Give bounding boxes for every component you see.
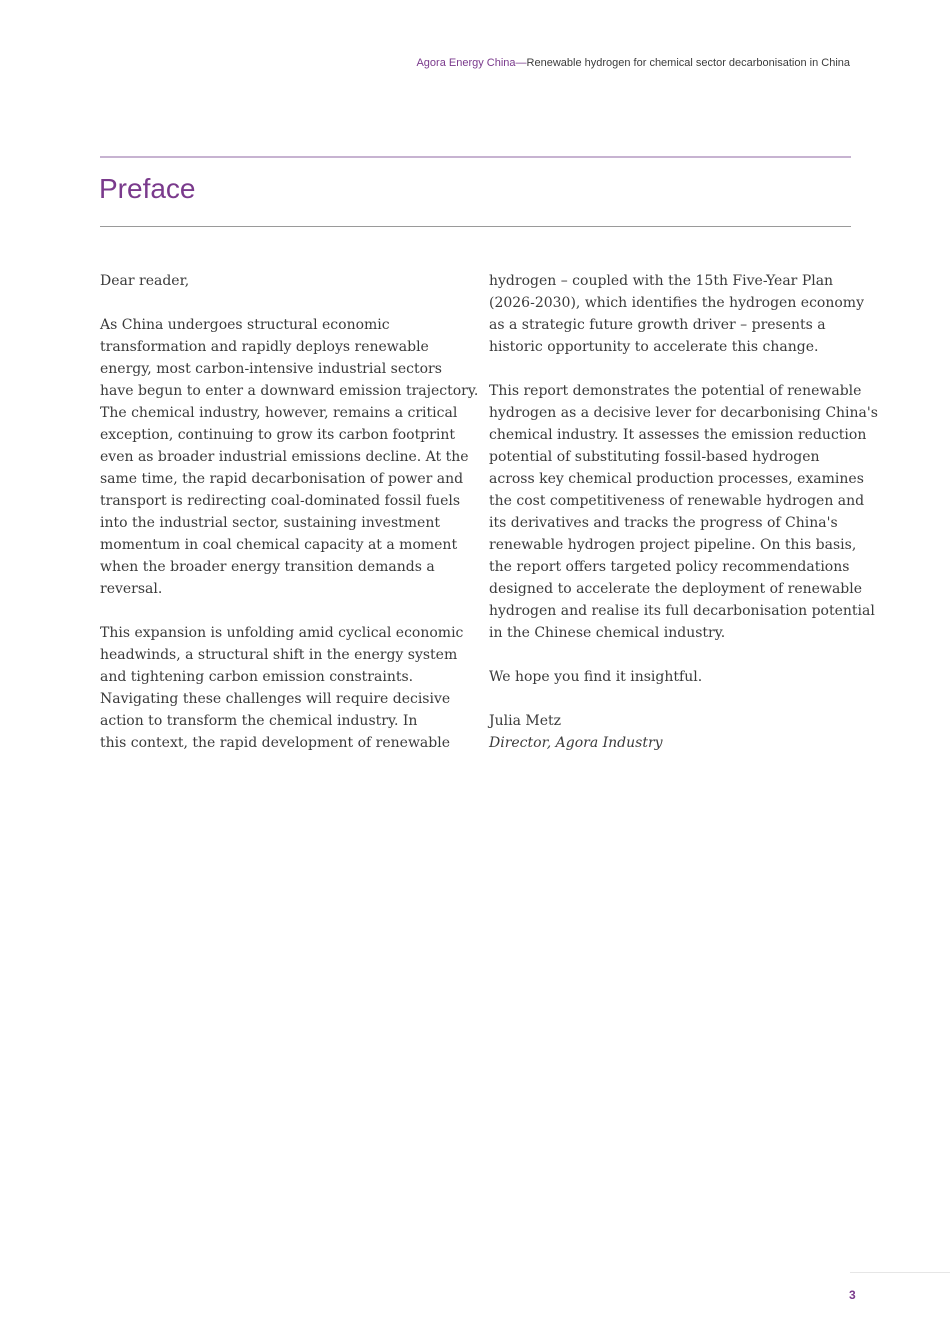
title-top-rule [100, 156, 851, 158]
paragraph-1 [100, 314, 479, 600]
right-text-column [489, 270, 878, 754]
text-line: this context, the rapid development of renewable [100, 735, 450, 751]
text-line: its derivatives and tracks the progress of China's [489, 515, 838, 531]
footer-rule [850, 1272, 950, 1273]
paragraph-gap [100, 292, 462, 314]
text-line: action to transform the chemical industry. In [100, 713, 418, 729]
running-header [416, 57, 850, 69]
page-title: Preface [99, 173, 196, 204]
text-line: chemical industry. It assesses the emission reduction [489, 427, 867, 443]
text-line: renewable hydrogen project pipeline. On this basis, [489, 537, 857, 553]
text-line: transport is redirecting coal-dominated fossil fuels [100, 493, 461, 509]
header-separator: — [515, 57, 527, 69]
header-organization: Agora Energy China [416, 57, 516, 69]
text-line: reversal. [100, 581, 163, 597]
text-line: when the broader energy transition demands a [100, 559, 435, 575]
text-line: This report demonstrates the potential of renewable [489, 383, 862, 399]
text-line: Navigating these challenges will require decisive [100, 691, 451, 707]
text-line: potential of substituting fossil-based hydrogen [489, 449, 820, 465]
paragraph-gap [489, 688, 855, 710]
title-bottom-rule [100, 226, 851, 227]
text-line: momentum in coal chemical capacity at a moment [100, 537, 458, 553]
paragraph-gap [489, 358, 855, 380]
text-line: The chemical industry, however, remains a critical [100, 405, 458, 421]
signature-title: Director, Agora Industry [489, 735, 663, 751]
text-line: into the industrial sector, sustaining investment [100, 515, 440, 531]
paragraph-2 [100, 622, 462, 754]
text-line: historic opportunity to accelerate this change. [489, 339, 819, 355]
text-line: headwinds, a structural shift in the energy system [100, 647, 458, 663]
text-line: have begun to enter a downward emission trajectory. [100, 383, 479, 399]
signature-name: Julia Metz [489, 713, 562, 729]
text-line: designed to accelerate the deployment of renewable [489, 581, 863, 597]
text-line: energy, most carbon-intensive industrial sectors [100, 361, 442, 377]
text-line: as a strategic future growth driver – presents a [489, 317, 826, 333]
text-line: across key chemical production processes, examines [489, 471, 864, 487]
text-line: the report offers targeted policy recommendations [489, 559, 850, 575]
paragraph-gap [100, 600, 462, 622]
salutation: Dear reader, [100, 273, 190, 289]
text-line: (2026-2030), which identifies the hydrogen economy [489, 295, 864, 311]
text-line: exception, continuing to grow its carbon footprint [100, 427, 455, 443]
page-number: 3 [849, 1288, 856, 1302]
text-line: hydrogen and realise its full decarbonisation potential [489, 603, 875, 619]
left-text-column [100, 270, 479, 754]
paragraph-gap [489, 644, 855, 666]
text-line: even as broader industrial emissions decline. At the [100, 449, 469, 465]
text-line: same time, the rapid decarbonisation of power and [100, 471, 464, 487]
text-line: hydrogen as a decisive lever for decarbonising China's [489, 405, 878, 421]
paragraph-3 [489, 380, 878, 644]
text-line: the cost competitiveness of renewable hydrogen and [489, 493, 865, 509]
text-line: hydrogen – coupled with the 15th Five-Year Plan [489, 273, 834, 289]
paragraph-2-continued [489, 270, 864, 358]
text-line: in the Chinese chemical industry. [489, 625, 726, 641]
text-line: As China undergoes structural economic [100, 317, 390, 333]
text-line: transformation and rapidly deploys renewable [100, 339, 429, 355]
text-line: and tightening carbon emission constraints. [100, 669, 414, 685]
closing-line: We hope you find it insightful. [489, 669, 703, 685]
text-line: This expansion is unfolding amid cyclical economic [100, 625, 464, 641]
header-report-title: Renewable hydrogen for chemical sector decarbonisation in China [526, 57, 850, 69]
